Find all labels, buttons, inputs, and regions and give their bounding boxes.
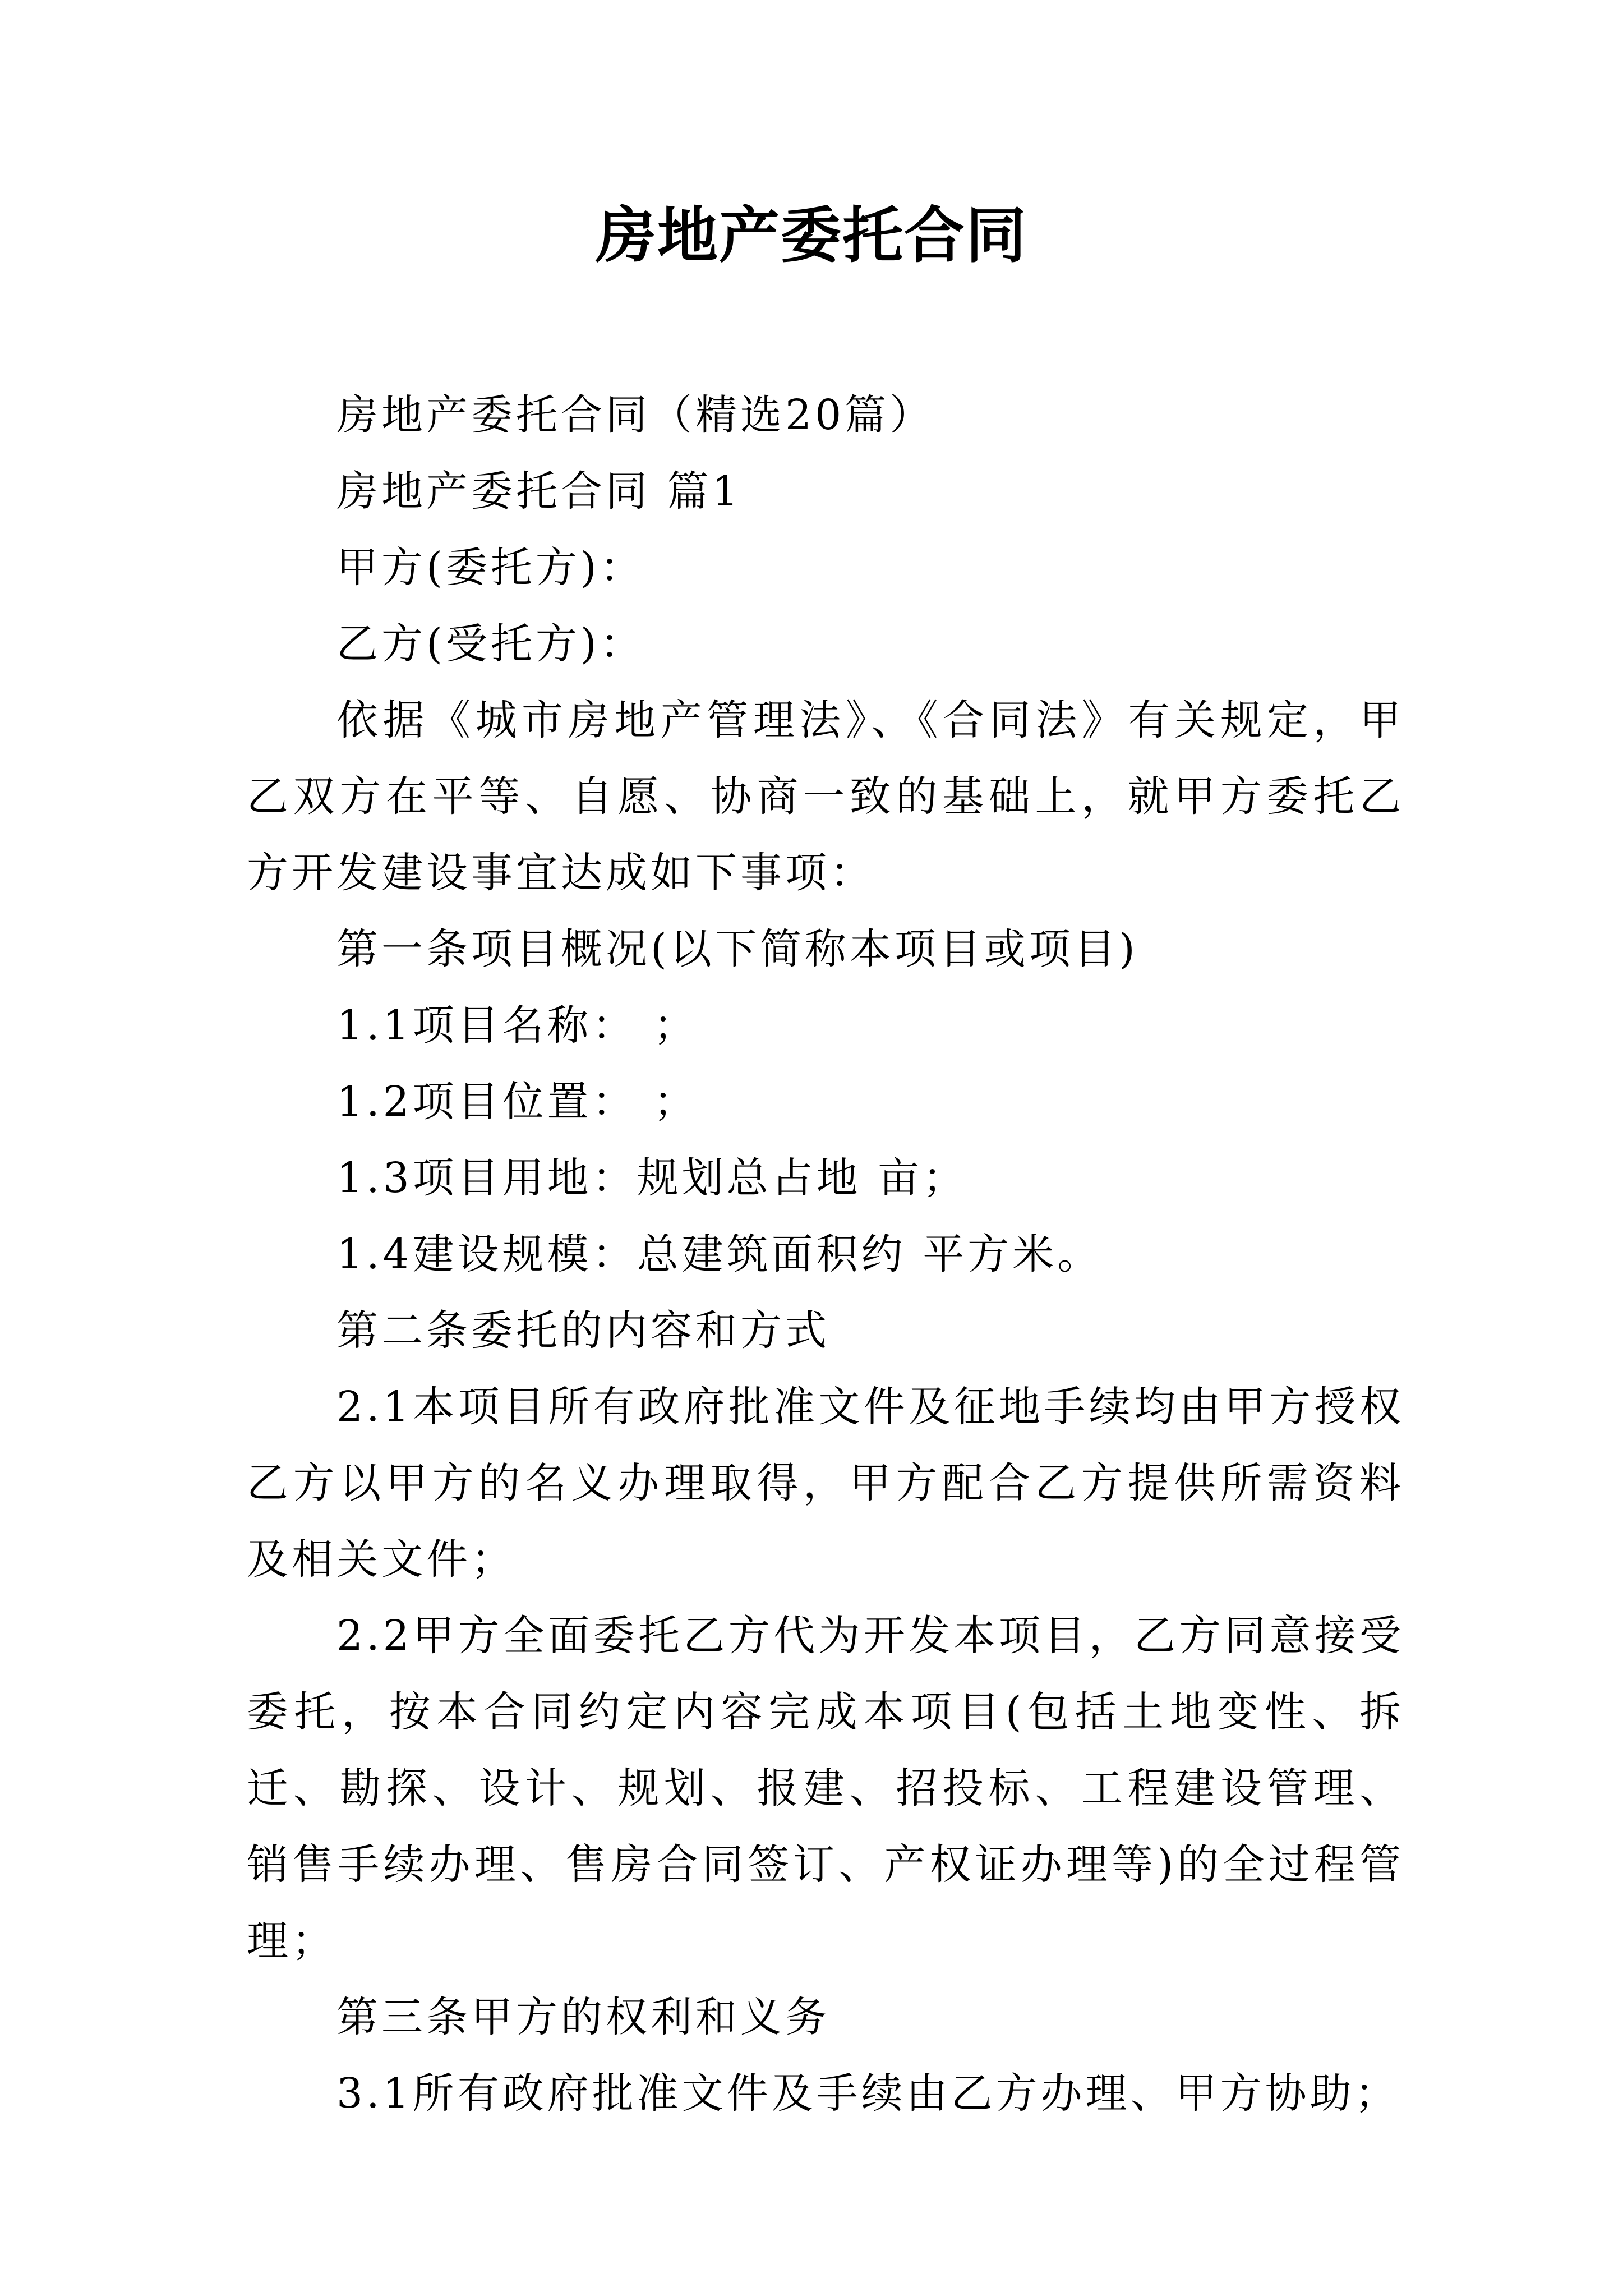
paragraph-clause-1-heading: 第一条项目概况(以下简称本项目或项目) (336, 925, 1138, 973)
paragraph-subtitle: 房地产委托合同（精选20篇） (336, 391, 935, 439)
document-title: 房地产委托合同 (595, 200, 1027, 271)
document-body (247, 377, 1404, 2132)
paragraph-clause-1-2: 1.2项目位置： ； (336, 1078, 699, 1126)
paragraph-clause-2-1: 2.1本项目所有政府批准文件及征地手续均由甲方授权乙方以甲方的名义办理取得，甲方配合乙方提供所需资料及相关文件； (247, 1383, 1404, 1584)
paragraph-clause-2-2: 2.2甲方全面委托乙方代为开发本项目，乙方同意接受委托，按本合同约定内容完成本项目(包括土地变性、拆迁、勘探、设计、规划、报建、招投标、工程建设管理、销售手续办理、售房合同签订、产权证办理等)的全过程管理； (247, 1612, 1404, 1965)
paragraph-party-b: 乙方(受托方)： (336, 620, 645, 668)
paragraph-clause-1-3: 1.3项目用地：规划总占地 亩； (336, 1154, 968, 1202)
paragraph-clause-1-1: 1.1项目名称： ； (336, 1001, 699, 1050)
paragraph-party-a: 甲方(委托方)： (336, 544, 645, 592)
paragraph-clause-1-4: 1.4建设规模：总建筑面积约 平方米。 (336, 1230, 1103, 1278)
paragraph-clause-3-heading: 第三条甲方的权利和义务 (336, 1993, 830, 2041)
paragraph-clause-2-heading: 第二条委托的内容和方式 (336, 1306, 830, 1355)
paragraph-preamble: 依据《城市房地产管理法》、《合同法》有关规定，甲乙双方在平等、自愿、协商一致的基础上，就甲方委托乙方开发建设事宜达成如下事项： (247, 696, 1404, 897)
paragraph-clause-3-1: 3.1所有政府批准文件及手续由乙方办理、甲方协助； (336, 2069, 1400, 2118)
paragraph-article-heading: 房地产委托合同 篇1 (336, 467, 742, 516)
